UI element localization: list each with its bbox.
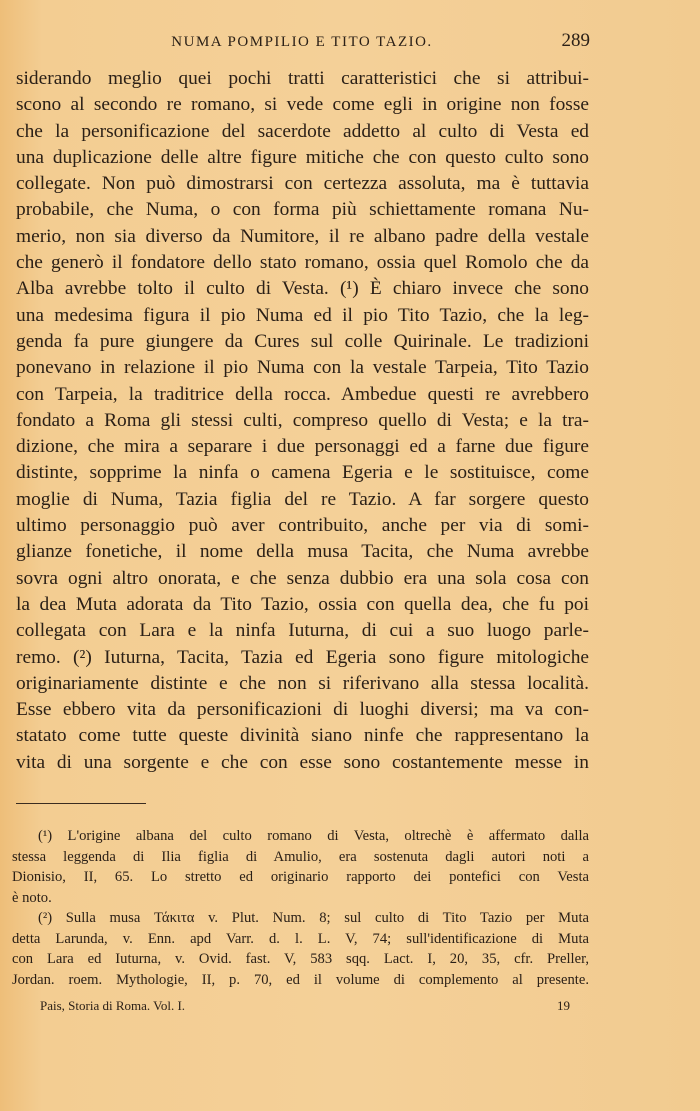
body-line: la dea Muta adorata da Tito Tazio, ossia con quella dea, che fu poi	[16, 593, 589, 615]
body-line: dizione, che mira a separare i due personaggi ed a farne due figure	[16, 436, 589, 458]
body-line: vita di una sorgente e che con esse sono costantemente messe in	[16, 751, 589, 773]
body-line: una duplicazione delle altre figure mitiche che con questo culto sono	[16, 146, 589, 168]
body-line: una medesima figura il pio Numa ed il pio Tito Tazio, che la leg-	[16, 304, 589, 326]
signature-mark: Pais, Storia di Roma. Vol. I.	[40, 998, 186, 1013]
footnote-line: con Lara ed Iuturna, v. Ovid. fast. V, 583 sqq. Lact. I, 20, 35, cfr. Preller,	[12, 951, 589, 967]
body-line: moglie di Numa, Tazia figlia del re Tazio. A far sorgere questo	[16, 488, 589, 510]
body-line: con Tarpeia, la traditrice della rocca. Ambedue questi re avrebbero	[16, 383, 589, 405]
body-line: fondato a Roma gli stessi culti, compreso quello di Vesta; e la tra-	[16, 409, 589, 431]
body-line: Alba avrebbe tolto il culto di Vesta. (¹) È chiaro invece che sono	[16, 278, 589, 300]
footnote-line: Dionisio, II, 65. Lo stretto ed originario rapporto dei pontefici con Vesta	[12, 869, 589, 885]
body-line: Esse ebbero vita da personificazioni di luoghi diversi; ma va con-	[16, 699, 589, 721]
body-line: ponevano in relazione il pio Numa con la vestale Tarpeia, Tito Tazio	[16, 357, 589, 379]
body-line: merio, non sia diverso da Numitore, il re albano padre della vestale	[16, 225, 589, 247]
body-line: che la personificazione del sacerdote addetto al culto di Vesta ed	[16, 120, 589, 142]
body-line: remo. (²) Iuturna, Tacita, Tazia ed Egeria sono figure mitologiche	[16, 646, 589, 668]
footnotes	[12, 826, 589, 990]
body-line: probabile, che Numa, o con forma più schiettamente romana Nu-	[16, 199, 589, 221]
body-line: collegata con Lara e la ninfa Iuturna, di cui a suo luogo parle-	[16, 620, 589, 642]
body-line: che generò il fondatore dello stato romano, ossia quel Romolo che da	[16, 252, 589, 274]
page-footer	[40, 996, 570, 1016]
body-line: ultimo personaggio può aver contribuito, anche per via di somi-	[16, 515, 589, 537]
footnote-line: è noto.	[12, 889, 52, 906]
footnote-line: detta Larunda, v. Enn. apd Varr. d. l. L. V, 74; sull'identificazione di Muta	[12, 930, 589, 947]
body-text	[16, 66, 589, 776]
page-number: 289	[561, 30, 590, 51]
body-line: scono al secondo re romano, si vede come egli in origine non fosse	[16, 94, 589, 116]
footnote-line: (²) Sulla musa Τάκιτα v. Plut. Num. 8; sul culto di Tito Tazio per Muta	[38, 910, 589, 926]
footnote-line: Jordan. roem. Mythologie, II, p. 70, ed il volume di complemento al presente.	[12, 971, 589, 988]
body-line: genda fa pure giungere da Cures sul colle Quirinale. Le tradizioni	[16, 330, 589, 352]
page-header	[14, 30, 590, 56]
body-line: collegate. Non può dimostrarsi con certezza assoluta, ma è tuttavia	[16, 173, 589, 195]
body-line: glianze fonetiche, il nome della musa Tacita, che Numa avrebbe	[16, 541, 589, 563]
body-line: distinte, sopprime la ninfa o camena Egeria e le sostituisce, come	[16, 462, 589, 484]
footnote-divider	[16, 803, 146, 804]
footnote-line: (¹) L'origine albana del culto romano di Vesta, oltrechè è affermato dalla	[38, 828, 589, 844]
body-line: originariamente distinte e che non si riferivano alla stessa località.	[16, 672, 589, 694]
body-line: siderando meglio quei pochi tratti caratteristici che si attribui-	[16, 68, 589, 89]
footnote-line: stessa leggenda di Ilia figlia di Amulio, era sostenuta dagli autori noti a	[12, 848, 589, 865]
signature-number: 19	[557, 998, 570, 1013]
body-line: sovra ogni altro onorata, e che senza dubbio era una sola cosa con	[16, 567, 589, 589]
running-title: NUMA POMPILIO E TITO TAZIO.	[171, 34, 433, 50]
body-line: statato come tutte queste divinità siano ninfe che rappresentano la	[16, 725, 589, 747]
